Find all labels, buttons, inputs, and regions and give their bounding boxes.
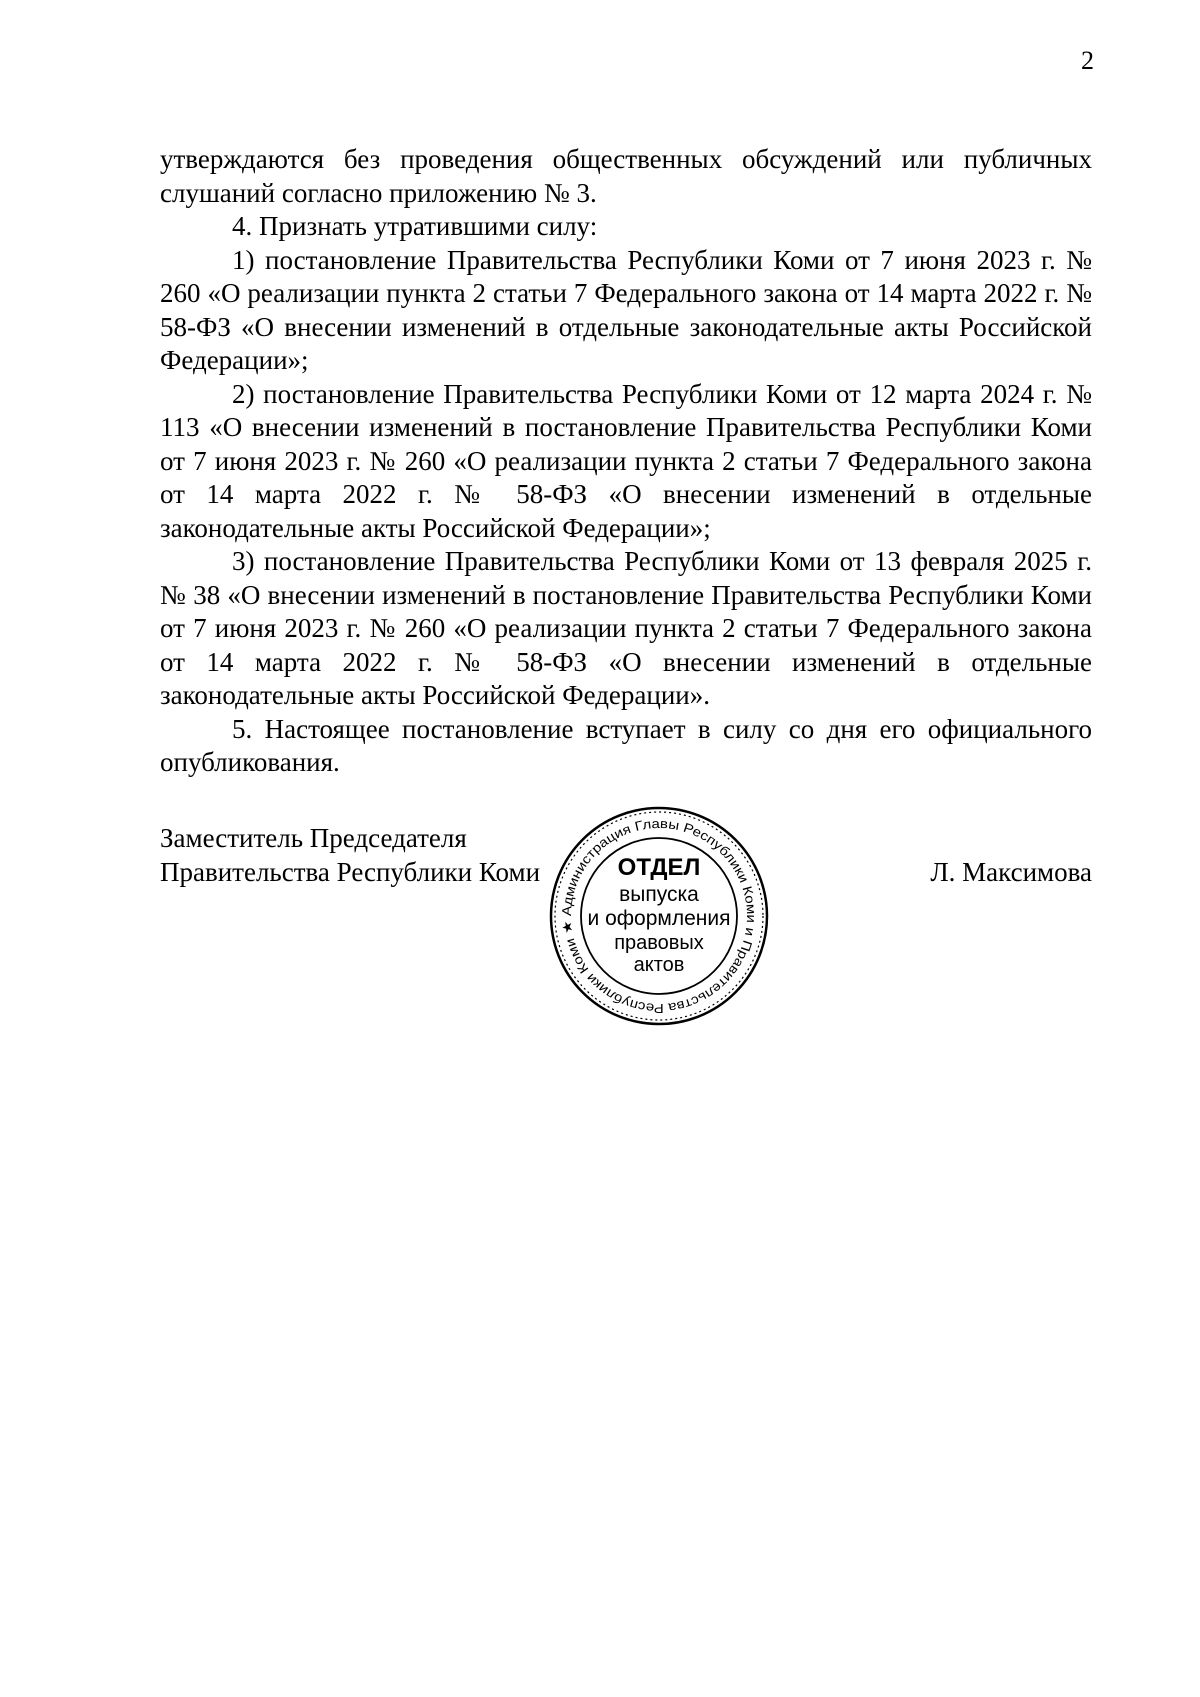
svg-text:ОТДЕЛ: ОТДЕЛ bbox=[617, 854, 701, 881]
signatory-name: Л. Максимова bbox=[930, 856, 1092, 887]
svg-text:актов: актов bbox=[633, 954, 685, 976]
official-stamp bbox=[548, 805, 770, 1027]
paragraph-item-4: 4. Признать утратившими силу: bbox=[232, 211, 598, 241]
paragraph-continuation: утверждаются без проведения общественных обсуждений или публичных слушаний согласно приложению № 3. bbox=[160, 144, 1092, 208]
page-number: 2 bbox=[1081, 46, 1094, 75]
paragraph-subitem-2: 2) постановление Правительства Республики Коми от 12 марта 2024 г. № 113 «О внесении изменений в постановление Правительства Республики Коми от 7 июня 2023 г. № 260 «О реализации пункта 2 статьи 7 Федерального закона от 14 марта 2022 г. № 58-ФЗ «О внесении изменений в отдельные законодательные акты Российской Федерации»; bbox=[160, 378, 1092, 543]
svg-text:и оформления: и оформления bbox=[587, 907, 731, 930]
svg-text:правовых: правовых bbox=[614, 932, 704, 954]
svg-text:Администрация Главы Республики: Администрация Главы Республики Коми и Правительства Республики Коми ★ bbox=[558, 815, 760, 1017]
stamp-center-text bbox=[588, 854, 731, 976]
signatory-title-line-1: Заместитель Председателя bbox=[160, 823, 467, 853]
paragraph-item-5: 5. Настоящее постановление вступает в силу со дня его официального опубликования. bbox=[160, 713, 1092, 777]
svg-text:выпуска: выпуска bbox=[619, 883, 699, 906]
signatory-title bbox=[160, 822, 540, 889]
paragraph-subitem-3: 3) постановление Правительства Республики Коми от 13 февраля 2025 г. № 38 «О внесении изменений в постановление Правительства Республики Коми от 7 июня 2023 г. № 260 «О реализации пункта 2 статьи 7 Федерального закона от 14 марта 2022 г. № 58-ФЗ «О внесении изменений в отдельные законодательные акты Российской Федерации». bbox=[160, 546, 1092, 710]
document-body bbox=[160, 143, 1092, 780]
stamp-seal-graphic bbox=[548, 805, 770, 1027]
paragraph-subitem-1: 1) постановление Правительства Республики Коми от 7 июня 2023 г. № 260 «О реализации пункта 2 статьи 7 Федерального закона от 14 марта 2022 г. № 58-ФЗ «О внесении изменений в отдельные законодательные акты Российской Федерации»; bbox=[160, 244, 1092, 375]
signatory-title-line-2: Правительства Республики Коми bbox=[160, 856, 541, 887]
